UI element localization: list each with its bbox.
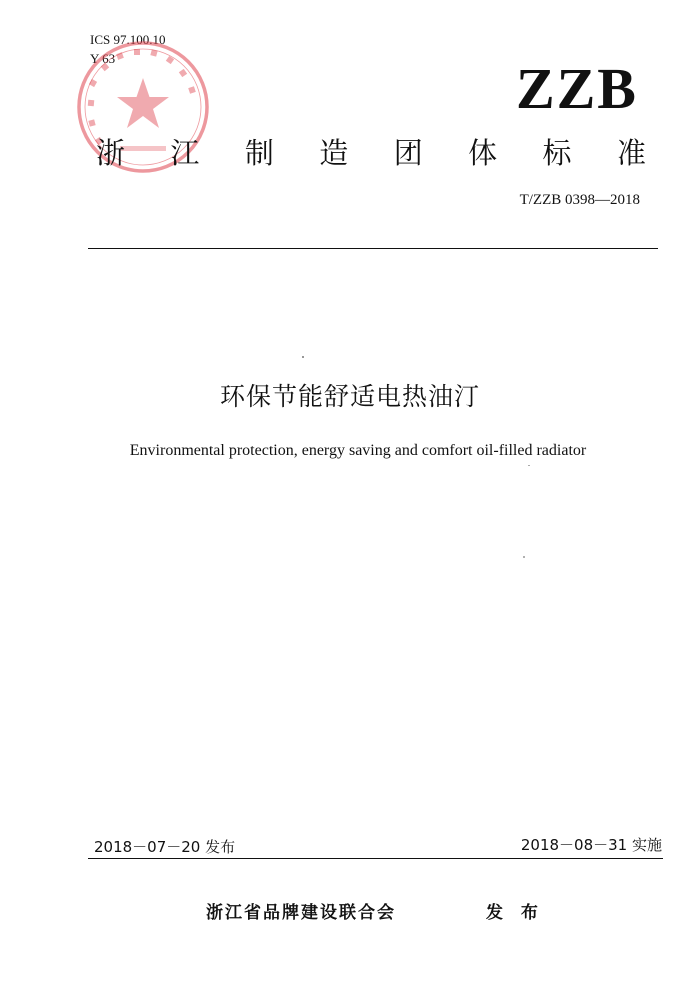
release-date: 2018－07－20 发布 bbox=[94, 838, 236, 856]
chinese-title: 环保节能舒适电热油汀 bbox=[219, 382, 480, 411]
scan-speck bbox=[528, 465, 530, 466]
zzb-logo: ZZB bbox=[515, 56, 638, 121]
top-divider bbox=[88, 248, 658, 249]
english-title: Environmental protection, energy saving and comfort oil-filled radiator bbox=[129, 442, 587, 459]
ics-code: ICS 97.100.10 bbox=[90, 32, 166, 47]
standard-number: T/ZZB 0398—2018 bbox=[519, 192, 640, 208]
implement-date: 2018－08－31 实施 bbox=[520, 836, 662, 854]
standard-type-char: 浙 bbox=[96, 136, 126, 170]
issuer-name: 浙江省品牌建设联合会 bbox=[206, 903, 396, 923]
scan-speck bbox=[523, 556, 525, 558]
category-code: Y 63 bbox=[90, 51, 116, 66]
scan-speck bbox=[302, 356, 304, 358]
standard-type-char: 团 bbox=[393, 136, 423, 170]
standard-type-char: 制 bbox=[244, 136, 274, 170]
standard-type-char: 江 bbox=[170, 136, 200, 170]
standard-type-char: 准 bbox=[616, 136, 646, 170]
standard-type-char: 造 bbox=[319, 136, 349, 170]
standard-type-title bbox=[96, 135, 646, 171]
issue-label: 发 布 bbox=[486, 903, 544, 923]
bottom-divider bbox=[88, 858, 663, 859]
standard-type-char: 体 bbox=[468, 136, 498, 170]
standard-type-char: 标 bbox=[542, 136, 572, 170]
